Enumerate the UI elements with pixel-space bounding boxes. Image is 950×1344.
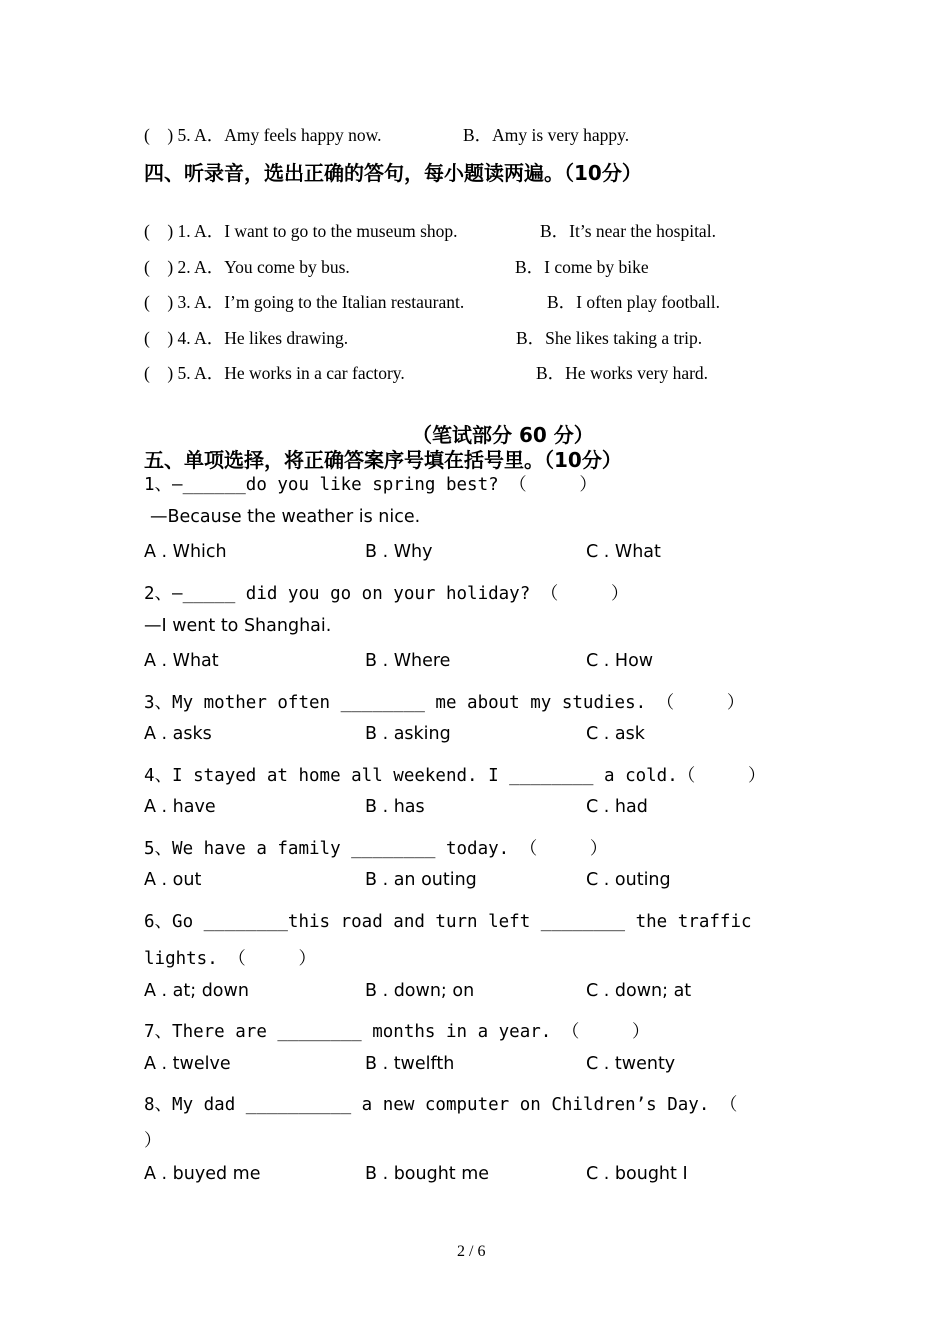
q2-option-b: B . Where <box>365 651 451 671</box>
q6-option-c: C . down; at <box>586 981 692 1001</box>
q8-stem-line-2: ） <box>144 1131 162 1151</box>
s4-item-1-option-b: B．It’s near the hospital. <box>540 221 716 241</box>
s4-item-4-option-b: B．She likes taking a trip. <box>516 328 703 348</box>
q2-option-c: C . How <box>586 651 654 671</box>
q8-stem-line-1: 8、My dad __________ a new computer on Children’s Day. （ <box>144 1095 738 1115</box>
q2-stem: 2、—_____ did you go on your holiday? （ ） <box>144 584 629 604</box>
q1-option-b: B . Why <box>365 542 433 562</box>
s4-item-5-option-a: ( ) 5. A．He works in a car factory. <box>144 363 405 383</box>
q4-option-b: B . has <box>365 797 425 817</box>
q7-option-b: B . twelfth <box>365 1054 455 1074</box>
q5-option-c: C . outing <box>586 870 671 890</box>
q1-option-a: A . Which <box>144 542 227 562</box>
q3-option-c: C . ask <box>586 724 645 744</box>
q6-option-b: B . down; on <box>365 981 475 1001</box>
q7-option-a: A . twelve <box>144 1054 231 1074</box>
s4-item-3-option-a: ( ) 3. A．I’m going to the Italian restaurant. <box>144 292 465 312</box>
s4-item-2-option-a: ( ) 2. A．You come by bus. <box>144 257 350 277</box>
q8-option-c: C . bought I <box>586 1164 688 1184</box>
q4-option-a: A . have <box>144 797 216 817</box>
written-part-title: （笔试部分 60 分） <box>412 423 594 447</box>
q1-reply: —Because the weather is nice. <box>150 507 421 527</box>
q1-option-c: C . What <box>586 542 661 562</box>
q7-stem: 7、There are ________ months in a year. （ ） <box>144 1022 650 1042</box>
q3-option-b: B . asking <box>365 724 451 744</box>
q6-option-a: A . at; down <box>144 981 249 1001</box>
q8-option-b: B . bought me <box>365 1164 490 1184</box>
s4-item-4-option-a: ( ) 4. A．He likes drawing. <box>144 328 349 348</box>
s4-item-5-option-b: B．He works very hard. <box>536 363 709 383</box>
q8-option-a: A . buyed me <box>144 1164 261 1184</box>
page-number: 2 / 6 <box>457 1243 486 1260</box>
q4-stem: 4、I stayed at home all weekend. I ________ a cold.（ ） <box>144 766 766 786</box>
q5-stem: 5、We have a family ________ today. （ ） <box>144 839 608 859</box>
q3-option-a: A . asks <box>144 724 212 744</box>
q1-stem: 1、—______do you like spring best? （ ） <box>144 475 597 495</box>
q5-option-b: B . an outing <box>365 870 477 890</box>
q2-reply: —I went to Shanghai. <box>144 616 332 636</box>
q6-stem-line-2: lights. （ ） <box>144 949 316 969</box>
q5-option-a: A . out <box>144 870 202 890</box>
s4-item-1-option-a: ( ) 1. A．I want to go to the museum shop. <box>144 221 458 241</box>
listening-item-5-question: ( ) 5. A．Amy feels happy now. <box>144 125 382 145</box>
q6-stem-line-1: 6、Go ________this road and turn left ________ the traffic <box>144 912 752 932</box>
s4-item-3-option-b: B．I often play football. <box>547 292 721 312</box>
section-4-title: 四、听录音，选出正确的答句，每小题读两遍。（10分） <box>144 161 642 185</box>
q2-option-a: A . What <box>144 651 219 671</box>
s4-item-2-option-b: B．I come by bike <box>515 257 649 277</box>
section-5-title: 五、单项选择，将正确答案序号填在括号里。（10分） <box>144 448 622 472</box>
q4-option-c: C . had <box>586 797 648 817</box>
q7-option-c: C . twenty <box>586 1054 676 1074</box>
listening-item-5-option-b: B．Amy is very happy. <box>463 125 630 145</box>
q3-stem: 3、My mother often ________ me about my studies. （ ） <box>144 693 745 713</box>
